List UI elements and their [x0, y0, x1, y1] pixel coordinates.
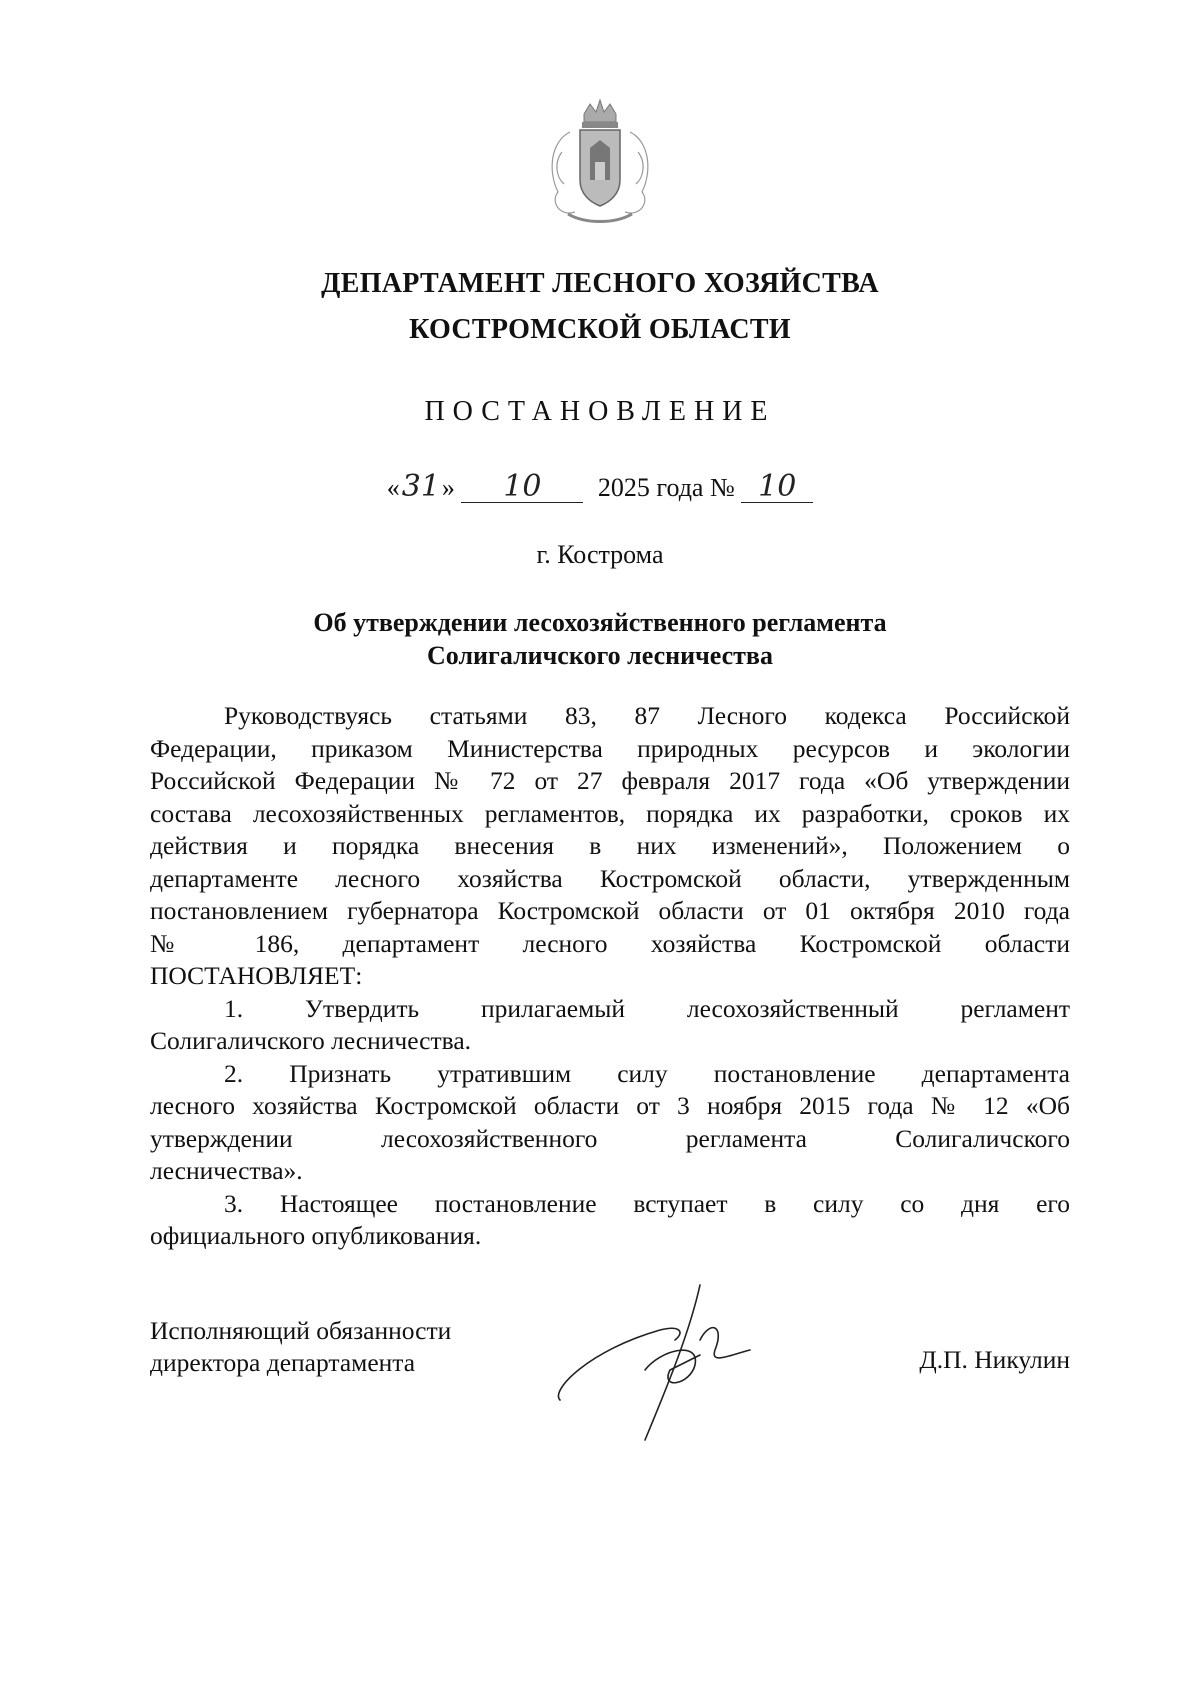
- preamble-line: Федерации, приказом Министерства природных ресурсов и экологии: [150, 733, 1070, 763]
- preamble-line: состава лесохозяйственных регламентов, порядка их разработки, сроков их: [150, 798, 1070, 828]
- preamble-line: Руководствуясь статьями 83, 87 Лесного кодекса Российской: [224, 701, 1070, 730]
- signatory-position-line1: Исполняющий обязанности: [150, 1316, 452, 1345]
- item-1-line: Солигаличского лесничества.: [150, 1026, 472, 1055]
- subject-line2: Солигаличского лесничества: [427, 641, 773, 671]
- signatory-position-line2: директора департамента: [150, 1348, 416, 1377]
- signatory-position: [150, 1315, 451, 1379]
- preamble-line: действия и порядка внесения в них изменений», Положением о: [150, 831, 1070, 860]
- date-year-text: 2025 года №: [597, 473, 735, 502]
- preamble-line: ПОСТАНОВЛЯЕТ:: [150, 961, 363, 990]
- department-name-line2: КОСТРОМСКОЙ ОБЛАСТИ: [409, 314, 791, 345]
- document-number: 10: [741, 472, 813, 503]
- document-body: [150, 700, 1070, 1253]
- document-type-title: ПОСТАНОВЛЕНИЕ: [424, 396, 776, 427]
- date-line: [0, 469, 1200, 504]
- item-1-line: 1. Утвердить прилагаемый лесохозяйственный регламент: [224, 993, 1070, 1023]
- preamble-line: департаменте лесного хозяйства Костромской области, утвержденным: [150, 863, 1070, 893]
- city-name: г. Кострома: [536, 540, 664, 569]
- item-3-line: официального опубликования.: [150, 1221, 482, 1250]
- item-2-line: 2. Признать утратившим силу постановление департамента: [224, 1058, 1070, 1088]
- item-2-line: утверждении лесохозяйственного регламента Солигаличского: [150, 1123, 1070, 1153]
- coat-of-arms-icon: [540, 92, 660, 232]
- subject-line1: Об утверждении лесохозяйственного регламента: [313, 608, 887, 637]
- date-close-quote: »: [441, 473, 455, 502]
- date-day: 31: [401, 469, 440, 504]
- preamble-line: Российской Федерации № 72 от 27 февраля 2017 года «Об утверждении: [150, 766, 1070, 795]
- item-2-line: лесничества».: [150, 1156, 303, 1185]
- signatory-name: Д.П. Никулин: [919, 1345, 1070, 1374]
- item-2-line: лесного хозяйства Костромской области от 3 ноября 2015 года № 12 «Об: [150, 1091, 1070, 1120]
- preamble-line: № 186, департамент лесного хозяйства Костромской области: [150, 928, 1070, 958]
- department-name-line1: ДЕПАРТАМЕНТ ЛЕСНОГО ХОЗЯЙСТВА: [321, 268, 879, 299]
- date-open-quote: «: [386, 473, 400, 502]
- document-subject: [0, 606, 1200, 673]
- date-month: 10: [461, 472, 583, 503]
- handwritten-signature: [550, 1270, 810, 1460]
- item-3-line: 3. Настоящее постановление вступает в силу со дня его: [224, 1188, 1070, 1218]
- preamble-line: постановлением губернатора Костромской области от 01 октября 2010 года: [150, 896, 1070, 925]
